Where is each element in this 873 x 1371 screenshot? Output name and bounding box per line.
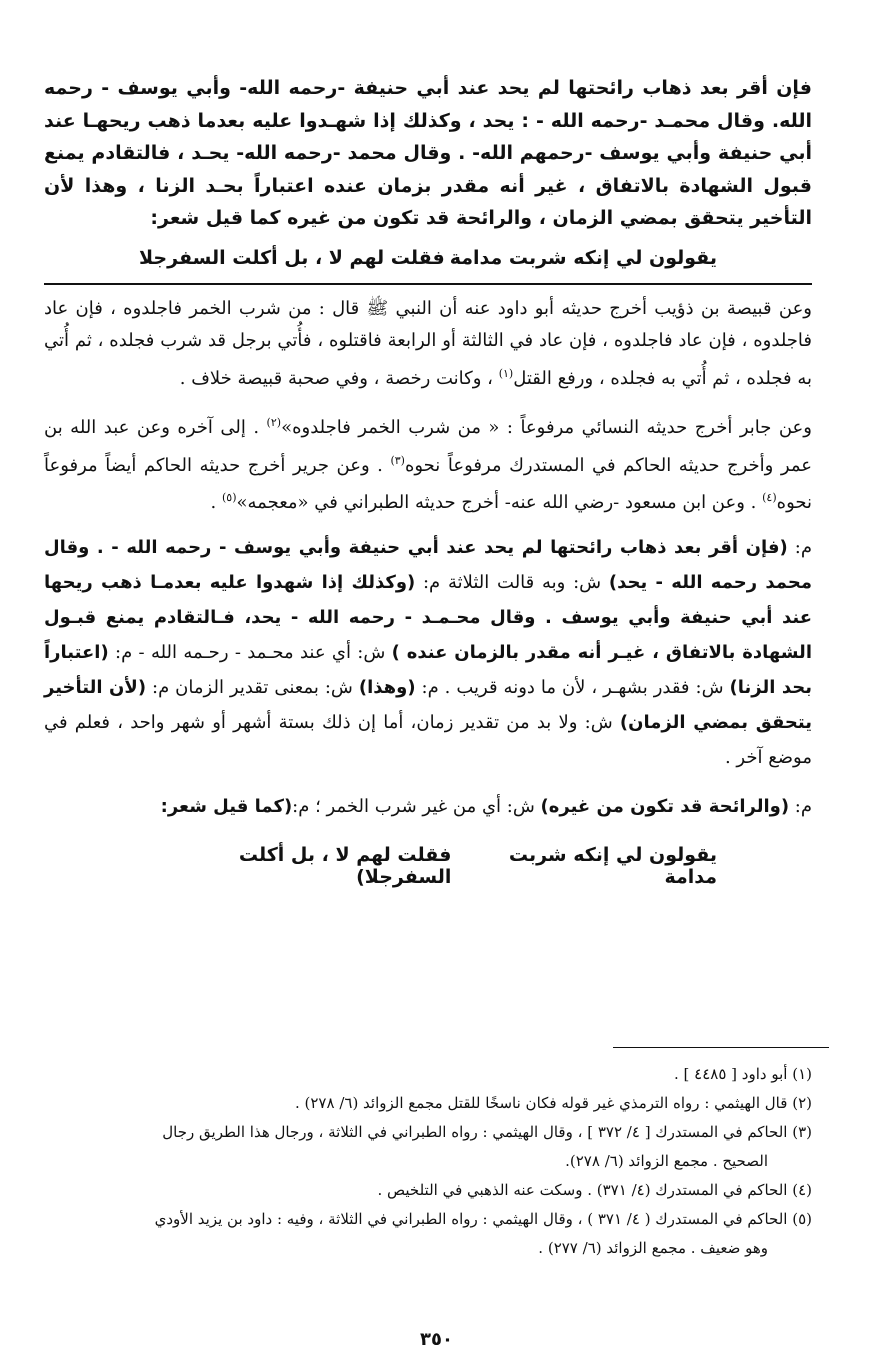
hadith-paragraph-jabir: وعن جابر أخرج حديثه النسائي مرفوعاً : « من شرب الخمر فاجلدوه»$^{(٢)}$ . إلى آخره وعن عبد الله بن عمر وأخرج حديثه الحاكم في المستدرك مرفوعاً نحوه$^{(٣)}$ . وعن جرير أخرج حديثه الحاكم أيضاً مرفوعاً نحوه$^{(٤)}$ . وعن ابن مسعود -رضي الله عنه- أخرج حديثه الطبراني في «معجمه»$^{(٥)}$ . <box>44 416 812 513</box>
verse-first-hemistich: يقولون لي إنكه شربت مدامة <box>449 246 717 269</box>
page-number: ٣٥٠ <box>420 1329 453 1350</box>
commentary-paragraph-1: م: (فإن أقر بعد ذهاب رائحتها لم يحد عند أبي حنيفة وأبي يوسف - رحمه الله - . وقال محمد رحمه الله - يحد) ش: وبه قالت الثلاثة م: (وكذلك إذا شهدوا عليه بعدمـا ذهب ريحها عند أبي حنيفة وأبي يوسف . وقال محـمـد - رحمه الله - يحد، فـالتقادم يمنع قبـول الشهادة بالاتفاق ، غيـر أنه مقدر بالزمان عنده ) ش: أي عند محـمد - رحـمه الله - م: (اعتباراً بحد الزنا) ش: فقدر بشهـر ، لأن ما دونه قريب . م: (وهذا) ش: بمعنى تقدير الزمان م: (لأن التأخير يتحقق بمضي الزمان) ش: ولا بد من تقدير زمان، أما إن ذلك بستة أشهر أو شهر واحد ، فعلم في موضع آخر . <box>44 536 813 768</box>
footnote-ref-2: (٢) <box>266 416 282 429</box>
footnote-ref-1: (١) <box>498 366 514 380</box>
footnote-3: (٣) الحاكم في المستدرك [ ٤/ ٣٧٢ ] ، وقال الهيثمي : رواه الطبراني في الثلاثة ، ورجال هذا الطريق رجال الصحيح . مجمع الزوائد (٦/ ٢٧٨). <box>162 1123 812 1170</box>
commentary-verse-second-hemistich: فقلت لهم لا ، بل أكلت السفرجلا) <box>238 843 452 888</box>
footnote-separator-rule <box>613 1047 829 1048</box>
commentary-paragraph-2: م: (والرائحة قد تكون من غيره) ش: أي من غير شرب الخمر ؛ م:(كما قيل شعر: <box>160 795 812 817</box>
footnote-ref-5: (٥) <box>222 491 237 504</box>
verse-second-hemistich: فقلت لهم لا ، بل أكلت السفرجلا <box>139 246 445 269</box>
footnote-2: (٢) قال الهيثمي : رواه الترمذي غير قوله فكان ناسخًا للقتل مجمع الزوائد (٦/ ٢٧٨) . <box>294 1094 812 1112</box>
footnote-4: (٤) الحاكم في المستدرك (٤/ ٣٧١) . وسكت عنه الذهبي في التلخيص . <box>377 1181 812 1199</box>
footnote-ref-3: (٣) <box>390 453 405 467</box>
footnote-1: (١) أبو داود [ ٤٤٨٥ ] . <box>674 1065 812 1083</box>
footnote-ref-4: (٤) <box>762 491 777 504</box>
commentary-poem-verse <box>44 844 812 888</box>
matn-separator-rule <box>44 283 812 285</box>
commentary-verse-first-hemistich: يقولون لي إنكه شربت مدامة <box>508 843 717 888</box>
page-body <box>44 72 812 888</box>
hadith-paragraph-qabisa: وعن قبيصة بن ذؤيب أخرج حديثه أبو داود عنه أن النبي ﷺ قال : من شرب الخمر فاجلدوه ، فإن عاد فاجلدوه ، فإن عاد فاجلدوه ، فإن عاد في الثالثة أو الرابعة فاقتلوه ، فأُتي برجل قد شرب فجلده ، ثم أُتي به فجلده ، ثم أُتي به فجلده ، ورفع القتل$^{(١)}$ ، وكانت رخصة ، وفي صحبة قبيصة خلاف . <box>44 297 812 389</box>
poem-verse <box>44 247 812 269</box>
matn-paragraph: فإن أقر بعد ذهاب رائحتها لم يحد عند أبي حنيفة -رحمه الله- وأبي يوسف - رحمه الله. وقال محمـد -رحمه الله - : يحد ، وكذلك إذا شهـدوا عليه بعدما ذهب ريحهـا عند أبي حنيفة وأبي يوسف -رحمهم الله- . وقال محمد -رحمه الله- يحـد ، فالتقادم يمنع قبول الشهادة بالاتفاق ، غير أنه مقدر بزمان عنده اعتباراً بحـد الزنا ، وهذا لأن التأخير يتحقق بمضي الزمان ، والرائحة قد تكون من غيره كما قيل شعر: <box>44 77 812 229</box>
footnotes <box>44 1060 812 1263</box>
footnote-5: (٥) الحاكم في المستدرك ( ٤/ ٣٧١ ) ، وقال الهيثمي : رواه الطبراني في الثلاثة ، وفيه : داود بن يزيد الأودي وهو ضعيف . مجمع الزوائد (٦/ ٢٧٧) . <box>154 1210 812 1257</box>
